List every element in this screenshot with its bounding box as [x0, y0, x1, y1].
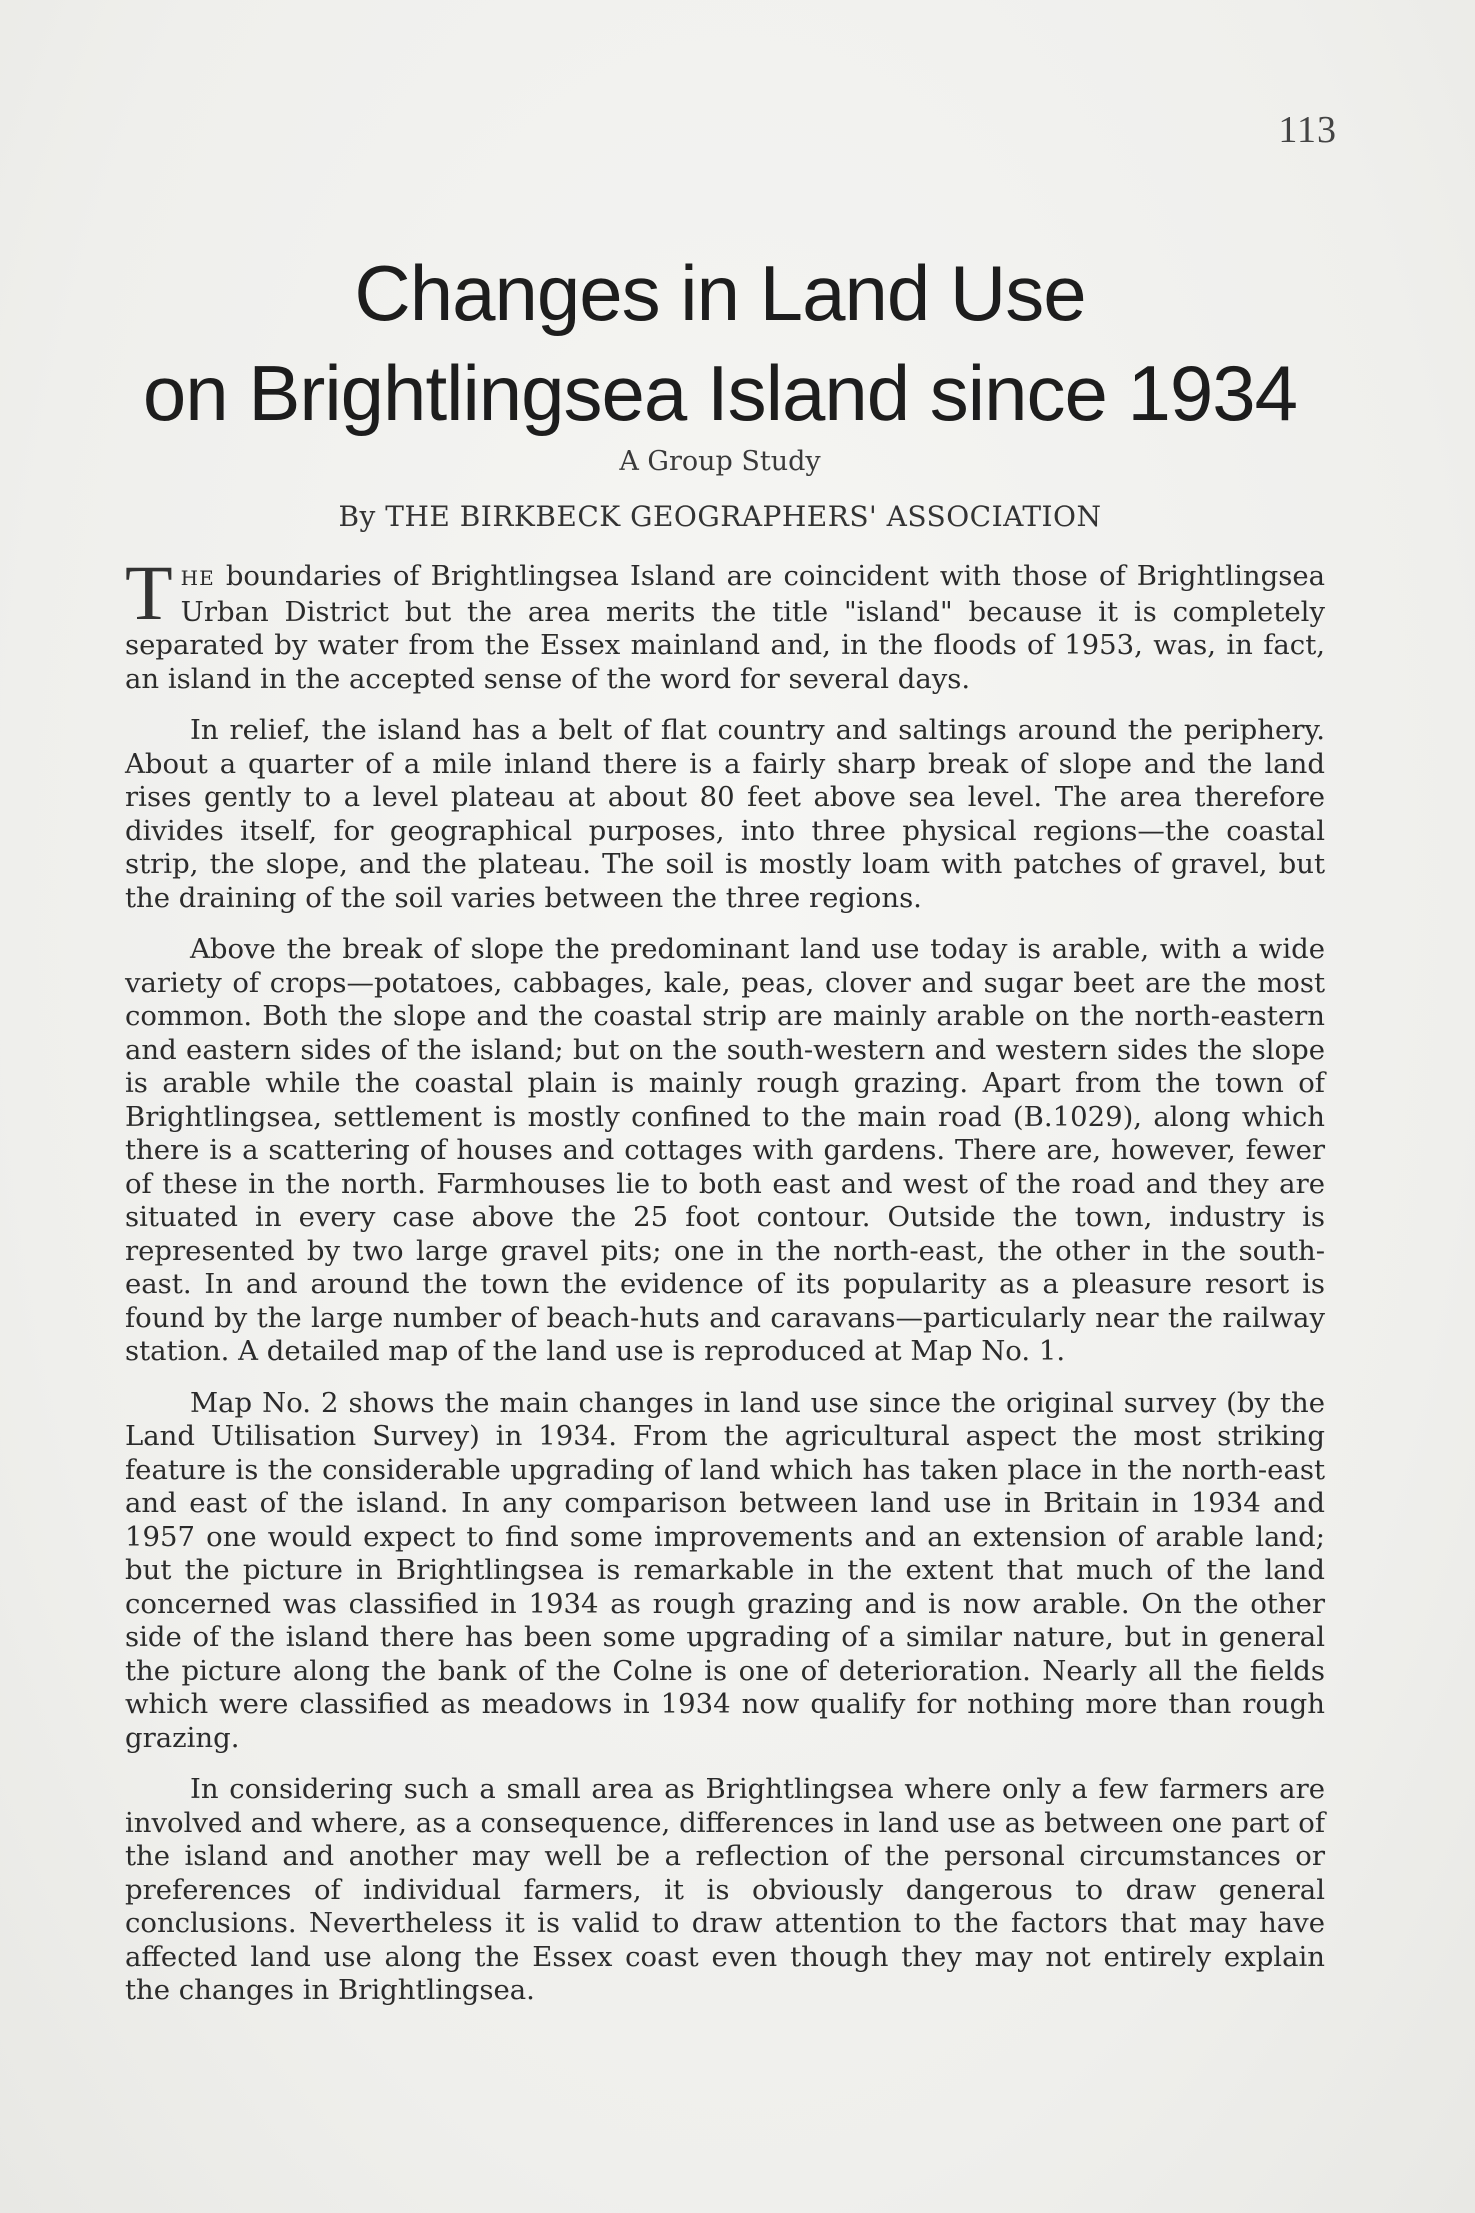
drop-cap: T: [125, 549, 173, 636]
paragraph-5: In considering such a small area as Brightlingsea where only a few farmers are involved and where, as a consequence, differences in land use as between one part of the island and another may well be a reflection of the personal circumstances or preferences of individual farmers, it is obviously dangerous to draw general conclusions. Nevertheless it is valid to draw attention to the factors that may have affected land use along the Essex coast even though they may not entirely explain the changes in Brightlingsea.: [125, 1773, 1325, 2006]
article-title-line-2: on Brightlingsea Island since 1934: [142, 349, 1298, 437]
article-title-line-1: Changes in Land Use: [354, 249, 1086, 337]
paragraph-1-smallcaps: HE: [180, 566, 215, 590]
page-number: 113: [1278, 109, 1337, 151]
paragraph-1-text: boundaries of Brightlingsea Island are coincident with those of Brightlingsea Urban District but the area merits the title "island" because it is completely separated by water from the Essex mainland and, in the floods of 1953, was, in fact, an island in the accepted sense of the word for several days.: [125, 560, 1325, 695]
article-subtitle: A Group Study: [619, 446, 821, 477]
paragraph-4: Map No. 2 shows the main changes in land use since the original survey (by the Land Utilisation Survey) in 1934. From the agricultural aspect the most striking feature is the considerable upgrading of land which has taken place in the north-east and east of the island. In any comparison between land use in Britain in 1934 and 1957 one would expect to find some improvements and an extension of arable land; but the picture in Brightlingsea is remarkable in the extent that much of the land concerned was classified in 1934 as rough grazing and is now arable. On the other side of the island there has been some upgrading of a similar nature, but in general the picture along the bank of the Colne is one of deterioration. Nearly all the fields which were classified as meadows in 1934 now qualify for nothing more than rough grazing.: [125, 1386, 1325, 1754]
paragraph-1: [125, 549, 1325, 696]
paragraph-2: In relief, the island has a belt of flat country and saltings around the periphery. About a quarter of a mile inland there is a fairly sharp break of slope and the land rises gently to a level plateau at about 80 feet above sea level. The area therefore divides itself, for geographical purposes, into three physical regions—the coastal strip, the slope, and the plateau. The soil is mostly loam with patches of gravel, but the draining of the soil varies between the three regions.: [125, 714, 1325, 914]
article-byline: By THE BIRKBECK GEOGRAPHERS' ASSOCIATION: [338, 500, 1102, 533]
article-body: [125, 549, 1325, 2026]
paragraph-3: Above the break of slope the predominant land use today is arable, with a wide variety of crops—potatoes, cabbages, kale, peas, clover and sugar beet are the most common. Both the slope and the coastal strip are mainly arable on the north-eastern and eastern sides of the island; but on the south-western and western sides the slope is arable while the coastal plain is mainly rough grazing. Apart from the town of Brightlingsea, settlement is mostly confined to the main road (B.1029), along which there is a scattering of houses and cottages with gardens. There are, however, fewer of these in the north. Farmhouses lie to both east and west of the road and they are situated in every case above the 25 foot contour. Outside the town, industry is represented by two large gravel pits; one in the north-east, the other in the south-east. In and around the town the evidence of its popularity as a pleasure resort is found by the large number of beach-huts and caravans—particularly near the railway station. A detailed map of the land use is reproduced at Map No. 1.: [125, 933, 1325, 1367]
